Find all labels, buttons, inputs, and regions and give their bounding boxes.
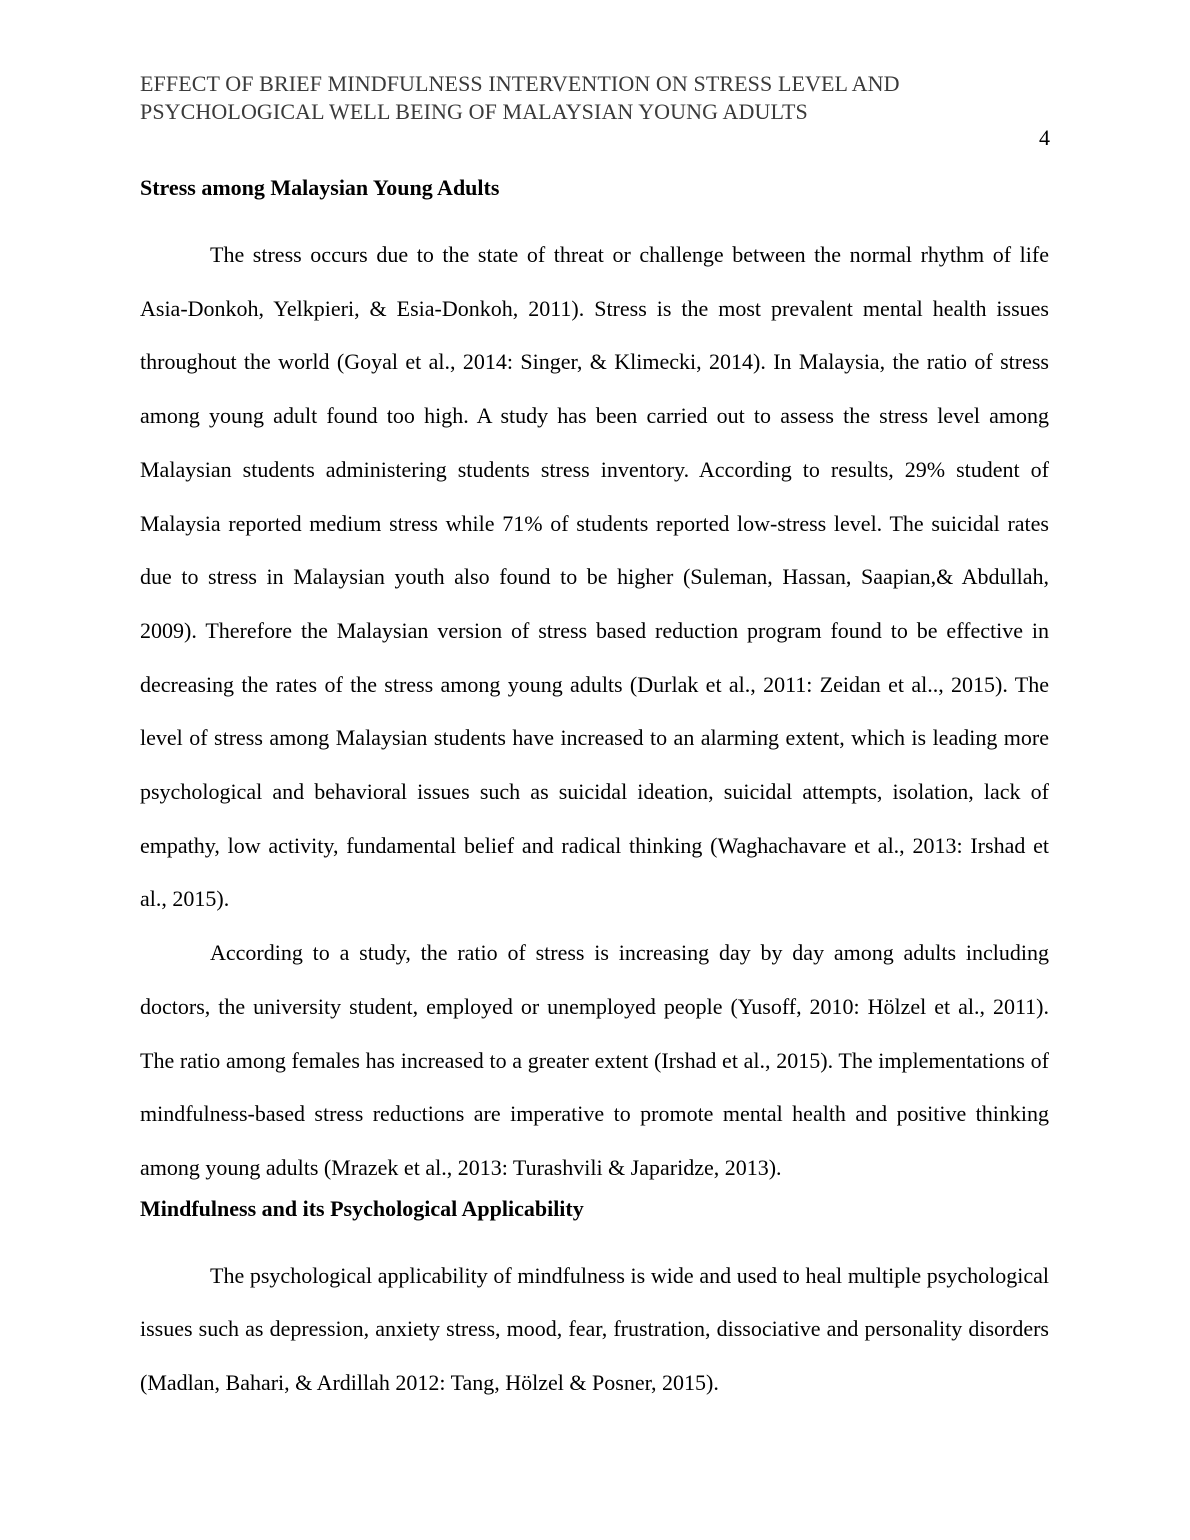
paragraph-mindfulness-1: The psychological applicability of mindfulness is wide and used to heal multiple psychological issues such as depression, anxiety stress, mood, fear, frustration, dissociative and personality disorders (Madlan, Bahari, & Ardillah 2012: Tang, Hölzel & Posner, 2015). (140, 1262, 1049, 1396)
section-heading-mindfulness: Mindfulness and its Psychological Applicability (140, 1195, 584, 1221)
page-number: 4 (1039, 125, 1050, 150)
running-head-line-1: EFFECT OF BRIEF MINDFULNESS INTERVENTION ON STRESS LEVEL AND (140, 71, 900, 96)
document-body (140, 174, 1049, 1410)
paragraph-stress-2: According to a study, the ratio of stress is increasing day by day among adults including doctors, the university student, employed or unemployed people (Yusoff, 2010: Hölzel et al., 2011). The ratio among females has increased to a greater extent (Irshad et al., 2015). The implementations of mindfulness-based stress reductions are imperative to promote mental health and positive thinking among young adults (Mrazek et al., 2013: Turashvili & Japaridze, 2013). (140, 940, 1049, 1180)
section-heading-stress: Stress among Malaysian Young Adults (140, 175, 500, 200)
paragraph-stress-1: The stress occurs due to the state of threat or challenge between the normal rhythm of life Asia-Donkoh, Yelkpieri, & Esia-Donkoh, 2011). Stress is the most prevalent mental health issues throughout the world (Goyal et al., 2014: Singer, & Klimecki, 2014). In Malaysia, the ratio of stress among young adult found too high. A study has been carried out to assess the stress level among Malaysian students administering students stress inventory. According to results, 29% student of Malaysia reported medium stress while 71% of students reported low-stress level. The suicidal rates due to stress in Malaysian youth also found to be higher (Suleman, Hassan, Saapian,& Abdullah, 2009). Therefore the Malaysian version of stress based reduction program found to be effective in decreasing the rates of the stress among young adults (Durlak et al., 2011: Zeidan et al.., 2015). The level of stress among Malaysian students have increased to an alarming extent, which is leading more psychological and behavioral issues such as suicidal ideation, suicidal attempts, isolation, lack of empathy, low activity, fundamental belief and radical thinking (Waghachavare et al., 2013: Irshad et al., 2015). (140, 242, 1049, 912)
running-head (140, 70, 1040, 126)
running-head-line-2: PSYCHOLOGICAL WELL BEING OF MALAYSIAN YOUNG ADULTS (140, 99, 808, 124)
